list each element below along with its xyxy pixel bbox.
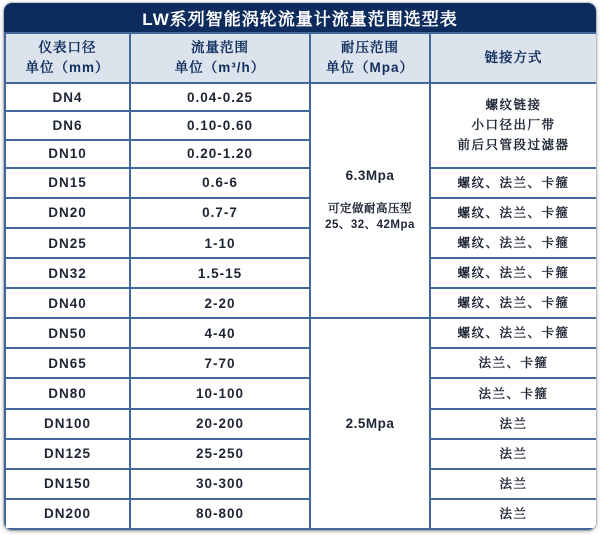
pressure-value: 6.3Mpa	[345, 168, 395, 184]
header-connection-line1: 链接方式	[484, 49, 543, 65]
flow-range-cell: 80-800	[130, 499, 310, 529]
flow-range-cell: 0.20-1.20	[130, 140, 310, 168]
diameter-cell: DN50	[5, 318, 130, 348]
connection-line: 螺纹、法兰、卡箍	[457, 236, 570, 251]
table-row	[5, 348, 596, 378]
flowmeter-selection-table	[4, 32, 596, 530]
flow-range-cell: 25-250	[130, 439, 310, 469]
pressure-value: 2.5Mpa	[345, 416, 395, 432]
table-row	[5, 378, 596, 408]
flow-range-cell: 0.10-0.60	[130, 111, 310, 139]
connection-cell	[430, 318, 596, 348]
diameter-cell: DN100	[5, 409, 130, 439]
flow-range-cell: 20-200	[130, 409, 310, 439]
connection-line: 螺纹、法兰、卡箍	[457, 326, 570, 341]
header-row	[5, 33, 596, 83]
flow-range-cell: 2-20	[130, 288, 310, 318]
connection-line: 法兰、卡箍	[478, 356, 549, 371]
flow-range-cell: 0.7-7	[130, 198, 310, 228]
flow-range-cell: 0.6-6	[130, 168, 310, 198]
table-row	[5, 288, 596, 318]
flow-range-cell: 4-40	[130, 318, 310, 348]
connection-line: 螺纹、法兰、卡箍	[457, 205, 570, 220]
connection-line: 螺纹、法兰、卡箍	[457, 266, 570, 281]
connection-line: 法兰	[499, 446, 528, 461]
flow-range-cell: 1-10	[130, 228, 310, 258]
pressure-note	[311, 201, 429, 233]
header-diameter-line2: 单位（mm）	[25, 60, 110, 75]
diameter-cell: DN20	[5, 198, 130, 228]
header-diameter	[5, 33, 130, 83]
diameter-cell: DN80	[5, 378, 130, 408]
connection-line: 法兰、卡箍	[478, 386, 549, 401]
table-row	[5, 83, 596, 111]
diameter-cell: DN200	[5, 499, 130, 529]
table-row	[5, 228, 596, 258]
diameter-cell: DN65	[5, 348, 130, 378]
connection-line: 法兰	[499, 506, 528, 521]
connection-cell	[430, 499, 596, 529]
connection-cell	[430, 439, 596, 469]
connection-cell	[430, 83, 596, 168]
connection-cell	[430, 198, 596, 228]
connection-line: 法兰	[499, 476, 528, 491]
header-pressure-range-line2: 单位（Mpa）	[326, 60, 414, 75]
header-diameter-line1: 仪表口径	[38, 39, 97, 55]
table-row	[5, 439, 596, 469]
table-row	[5, 318, 596, 348]
flow-range-cell: 0.04-0.25	[130, 83, 310, 111]
header-flow-range-line1: 流量范围	[191, 39, 249, 55]
connection-line: 前后只管段过滤器	[457, 138, 570, 153]
diameter-cell: DN15	[5, 168, 130, 198]
table-row	[5, 198, 596, 228]
diameter-cell: DN6	[5, 111, 130, 139]
table-row	[5, 168, 596, 198]
pressure-cell	[310, 83, 430, 318]
connection-cell	[430, 469, 596, 499]
flow-range-cell: 10-100	[130, 378, 310, 408]
diameter-cell: DN10	[5, 140, 130, 168]
flow-range-cell: 30-300	[130, 469, 310, 499]
pressure-note-line: 可定做耐高压型	[328, 203, 412, 216]
table-row	[5, 409, 596, 439]
connection-cell	[430, 288, 596, 318]
selection-table-panel	[4, 3, 596, 530]
diameter-cell: DN32	[5, 258, 130, 288]
table-header	[5, 33, 596, 83]
connection-cell	[430, 409, 596, 439]
pressure-note-line: 25、32、42Mpa	[325, 219, 415, 232]
header-pressure-range	[310, 33, 430, 83]
diameter-cell: DN125	[5, 439, 130, 469]
header-pressure-range-line1: 耐压范围	[341, 39, 399, 55]
table-row	[5, 469, 596, 499]
connection-line: 螺纹链接	[485, 98, 542, 113]
diameter-cell: DN4	[5, 83, 130, 111]
table-body	[5, 83, 596, 529]
connection-line: 螺纹、法兰、卡箍	[457, 175, 570, 190]
connection-cell	[430, 258, 596, 288]
connection-line: 小口径出厂带	[471, 118, 556, 133]
table-row	[5, 499, 596, 529]
header-flow-range-line2: 单位（m³/h）	[174, 60, 266, 75]
connection-cell	[430, 228, 596, 258]
connection-cell	[430, 378, 596, 408]
header-connection	[430, 33, 596, 83]
pressure-cell	[310, 318, 430, 529]
diameter-cell: DN40	[5, 288, 130, 318]
table-row	[5, 258, 596, 288]
flow-range-cell: 1.5-15	[130, 258, 310, 288]
diameter-cell: DN150	[5, 469, 130, 499]
connection-cell	[430, 168, 596, 198]
connection-cell	[430, 348, 596, 378]
header-flow-range	[130, 33, 310, 83]
diameter-cell: DN25	[5, 228, 130, 258]
connection-line: 法兰	[499, 416, 528, 431]
table-title: LW系列智能涡轮流量计流量范围选型表	[4, 3, 596, 32]
connection-line: 螺纹、法兰、卡箍	[457, 296, 570, 311]
flow-range-cell: 7-70	[130, 348, 310, 378]
